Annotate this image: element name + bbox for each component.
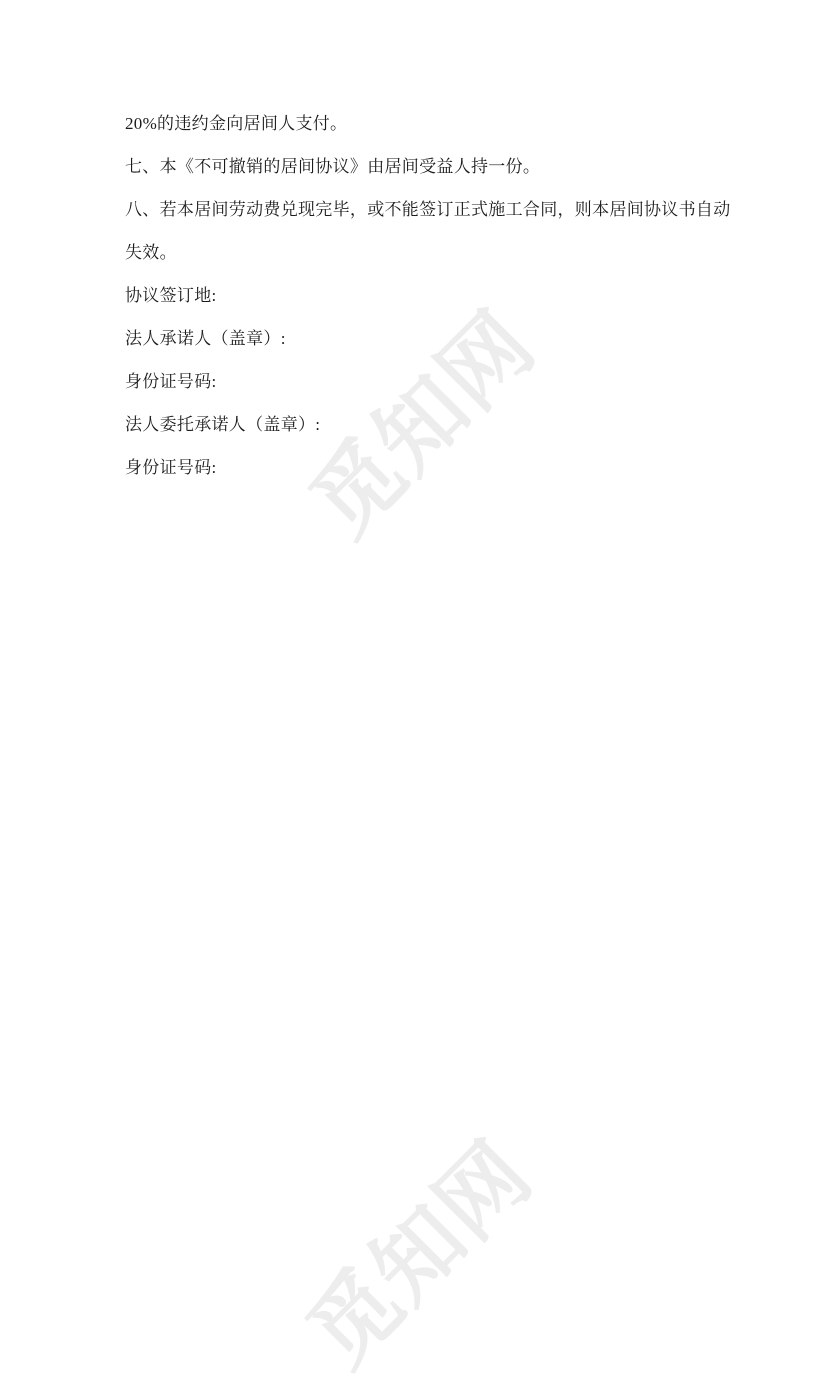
- watermark-mizhi-bottom: 觅知网: [289, 1123, 551, 1385]
- clause-seven: 七、本《不可撤销的居间协议》由居间受益人持一份。: [125, 157, 541, 176]
- clause-eight-line1: 八、若本居间劳动费兑现完毕，或不能签订正式施工合同，则本居间协议书自动: [125, 200, 731, 219]
- id-number-label-1: 身份证号码:: [125, 372, 217, 391]
- clause-six-continuation: 20%的违约金向居间人支付。: [125, 114, 348, 133]
- contract-body: [125, 102, 731, 489]
- entrusted-promisor-seal-label: 法人委托承诺人（盖章）:: [125, 415, 321, 434]
- legal-person-promisor-seal-label: 法人承诺人（盖章）:: [125, 329, 286, 348]
- signing-place-label: 协议签订地:: [125, 286, 217, 305]
- watermark-mizhi-center: 觅知网: [292, 293, 554, 555]
- id-number-label-2: 身份证号码:: [125, 458, 217, 477]
- clause-eight-line2: 失效。: [125, 243, 177, 262]
